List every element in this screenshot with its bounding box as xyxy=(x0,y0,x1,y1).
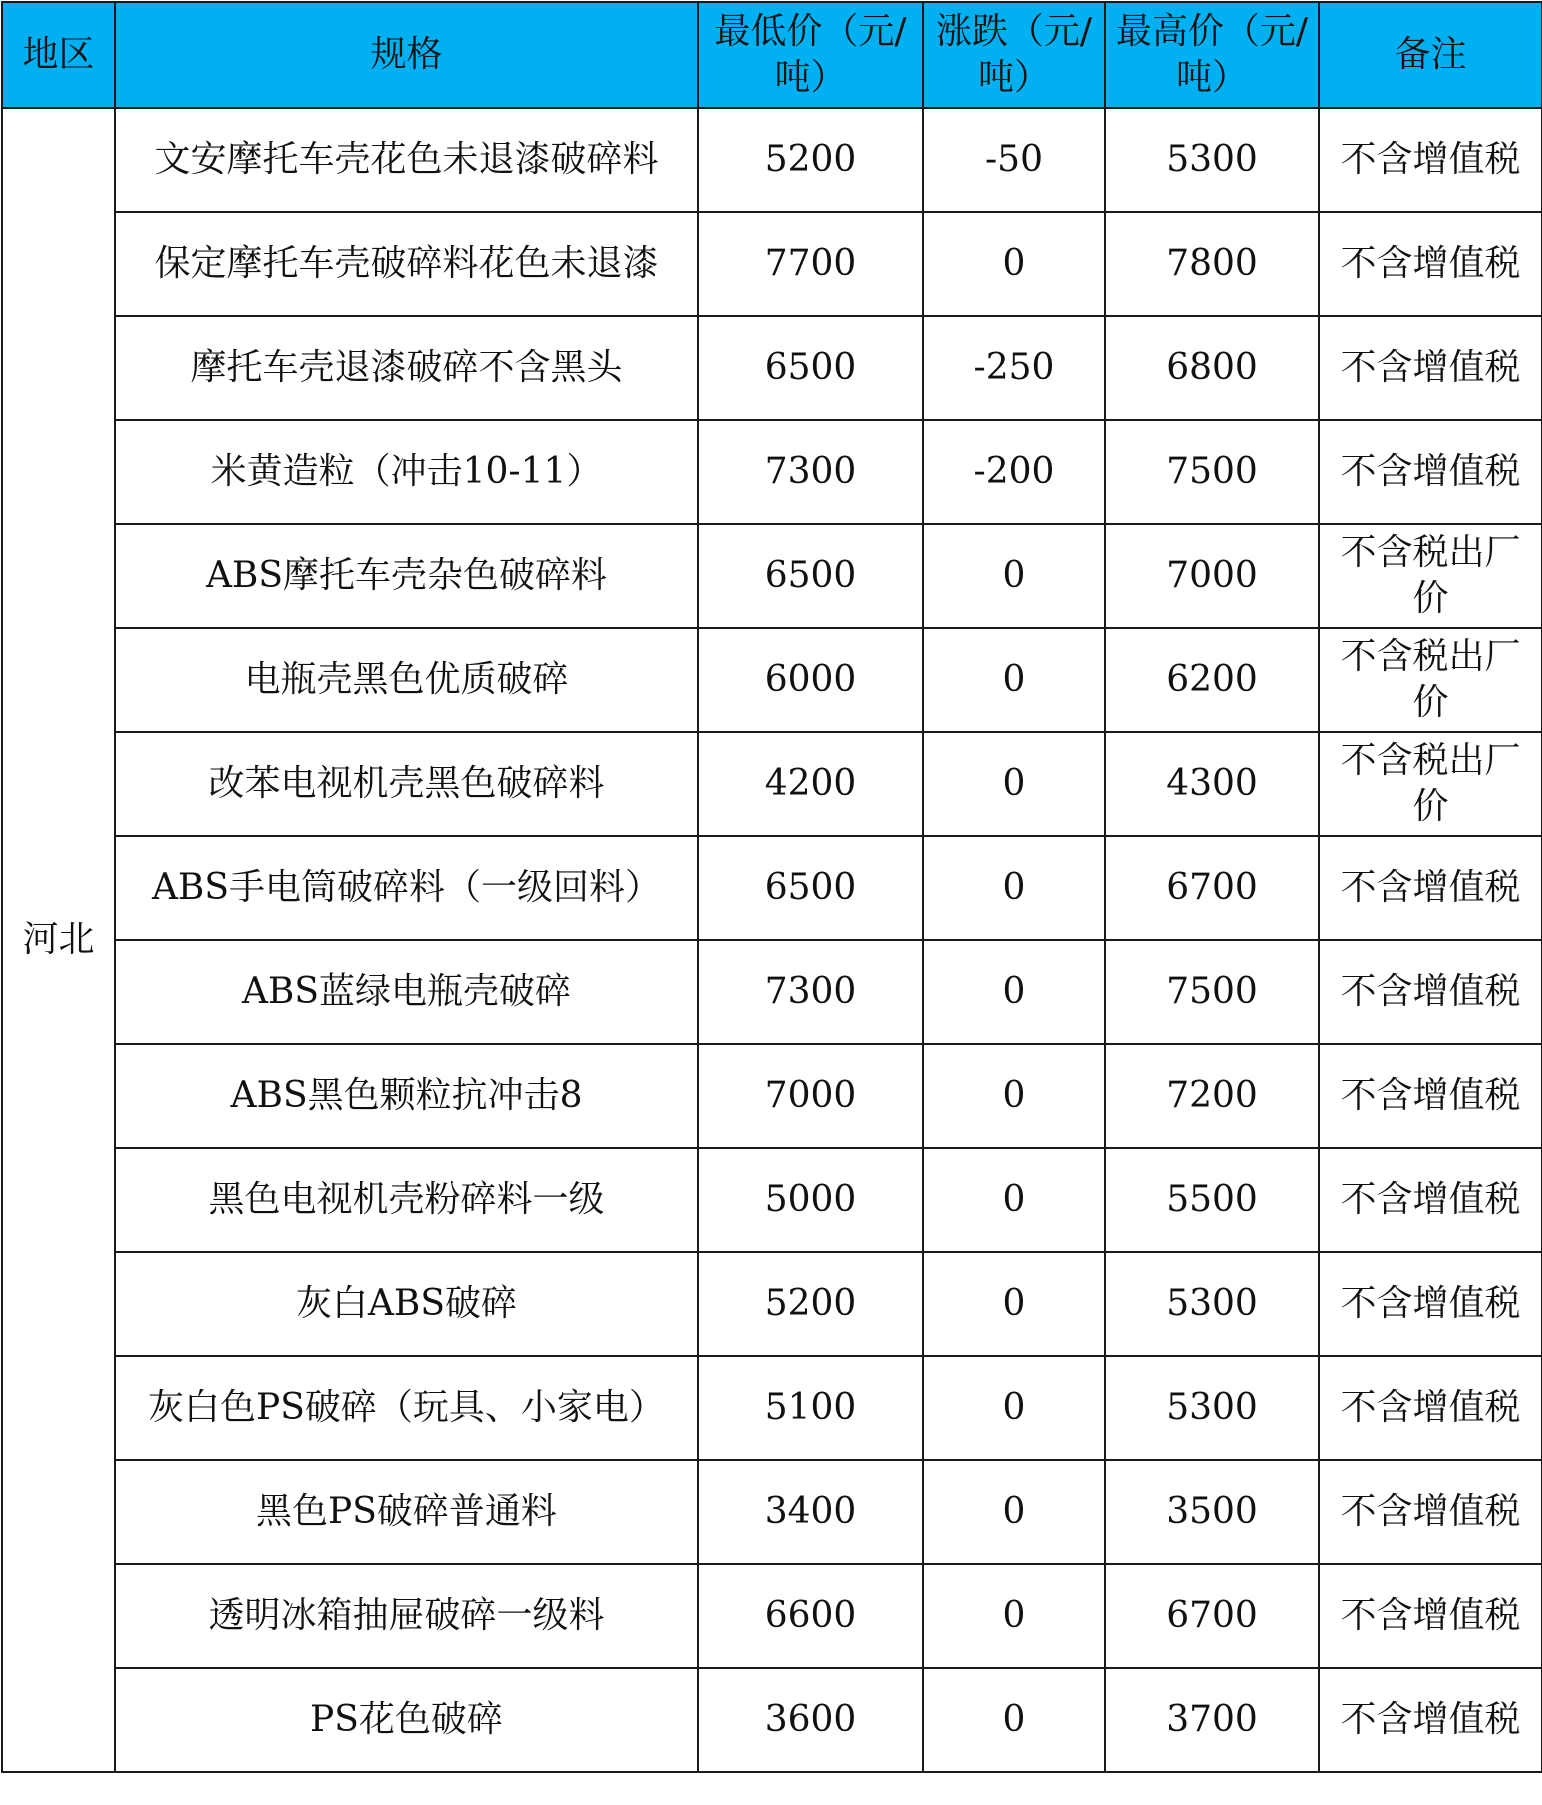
remark-cell: 不含增值税 xyxy=(1319,212,1542,316)
min-price-cell: 5100 xyxy=(698,1356,923,1460)
max-price-cell: 6700 xyxy=(1105,836,1319,940)
min-price-cell: 6500 xyxy=(698,836,923,940)
max-price-cell: 5300 xyxy=(1105,108,1319,212)
spec-cell: 透明冰箱抽屉破碎一级料 xyxy=(115,1564,698,1668)
remark-cell: 不含增值税 xyxy=(1319,1252,1542,1356)
min-price-cell: 3400 xyxy=(698,1460,923,1564)
header-region: 地区 xyxy=(2,2,115,108)
remark-cell: 不含增值税 xyxy=(1319,1668,1542,1772)
spec-cell: 黑色电视机壳粉碎料一级 xyxy=(115,1148,698,1252)
spec-cell: 黑色PS破碎普通料 xyxy=(115,1460,698,1564)
change-cell: 0 xyxy=(923,1044,1105,1148)
spec-cell: 米黄造粒（冲击10-11） xyxy=(115,420,698,524)
min-price-cell: 7000 xyxy=(698,1044,923,1148)
table-body xyxy=(2,108,1542,1772)
table-row xyxy=(2,524,1542,628)
table-row xyxy=(2,108,1542,212)
min-price-cell: 6500 xyxy=(698,524,923,628)
spec-cell: ABS蓝绿电瓶壳破碎 xyxy=(115,940,698,1044)
spec-cell: 灰白ABS破碎 xyxy=(115,1252,698,1356)
max-price-cell: 3700 xyxy=(1105,1668,1319,1772)
remark-cell: 不含增值税 xyxy=(1319,1044,1542,1148)
table-row xyxy=(2,1460,1542,1564)
spec-cell: 灰白色PS破碎（玩具、小家电） xyxy=(115,1356,698,1460)
header-spec: 规格 xyxy=(115,2,698,108)
header-row xyxy=(2,2,1542,108)
remark-cell: 不含税出厂价 xyxy=(1319,524,1542,628)
max-price-cell: 7500 xyxy=(1105,940,1319,1044)
spec-cell: 改苯电视机壳黑色破碎料 xyxy=(115,732,698,836)
header-min-price: 最低价（元/吨） xyxy=(698,2,923,108)
max-price-cell: 7200 xyxy=(1105,1044,1319,1148)
max-price-cell: 6800 xyxy=(1105,316,1319,420)
change-cell: 0 xyxy=(923,1252,1105,1356)
remark-cell: 不含增值税 xyxy=(1319,940,1542,1044)
change-cell: 0 xyxy=(923,1356,1105,1460)
change-cell: 0 xyxy=(923,940,1105,1044)
change-cell: -50 xyxy=(923,108,1105,212)
table-row xyxy=(2,940,1542,1044)
min-price-cell: 4200 xyxy=(698,732,923,836)
remark-cell: 不含增值税 xyxy=(1319,1460,1542,1564)
min-price-cell: 6500 xyxy=(698,316,923,420)
max-price-cell: 4300 xyxy=(1105,732,1319,836)
max-price-cell: 6700 xyxy=(1105,1564,1319,1668)
table-row xyxy=(2,1564,1542,1668)
max-price-cell: 7000 xyxy=(1105,524,1319,628)
change-cell: 0 xyxy=(923,1668,1105,1772)
remark-cell: 不含增值税 xyxy=(1319,1564,1542,1668)
header-change: 涨跌（元/吨） xyxy=(923,2,1105,108)
min-price-cell: 5000 xyxy=(698,1148,923,1252)
remark-cell: 不含税出厂价 xyxy=(1319,628,1542,732)
min-price-cell: 3600 xyxy=(698,1668,923,1772)
table-row xyxy=(2,1252,1542,1356)
table-row xyxy=(2,212,1542,316)
min-price-cell: 7700 xyxy=(698,212,923,316)
table-row xyxy=(2,836,1542,940)
min-price-cell: 6000 xyxy=(698,628,923,732)
spec-cell: 文安摩托车壳花色未退漆破碎料 xyxy=(115,108,698,212)
change-cell: 0 xyxy=(923,524,1105,628)
table-row xyxy=(2,628,1542,732)
change-cell: 0 xyxy=(923,732,1105,836)
change-cell: 0 xyxy=(923,1148,1105,1252)
spec-cell: ABS摩托车壳杂色破碎料 xyxy=(115,524,698,628)
header-max-price: 最高价（元/吨） xyxy=(1105,2,1319,108)
change-cell: 0 xyxy=(923,212,1105,316)
change-cell: -200 xyxy=(923,420,1105,524)
header-remark: 备注 xyxy=(1319,2,1542,108)
max-price-cell: 7500 xyxy=(1105,420,1319,524)
change-cell: 0 xyxy=(923,1460,1105,1564)
remark-cell: 不含增值税 xyxy=(1319,420,1542,524)
remark-cell: 不含增值税 xyxy=(1319,1356,1542,1460)
remark-cell: 不含增值税 xyxy=(1319,836,1542,940)
max-price-cell: 7800 xyxy=(1105,212,1319,316)
table-row xyxy=(2,1356,1542,1460)
remark-cell: 不含增值税 xyxy=(1319,108,1542,212)
remark-cell: 不含增值税 xyxy=(1319,316,1542,420)
max-price-cell: 5500 xyxy=(1105,1148,1319,1252)
change-cell: 0 xyxy=(923,628,1105,732)
min-price-cell: 5200 xyxy=(698,108,923,212)
spec-cell: 电瓶壳黑色优质破碎 xyxy=(115,628,698,732)
table-row xyxy=(2,420,1542,524)
table-row xyxy=(2,316,1542,420)
max-price-cell: 6200 xyxy=(1105,628,1319,732)
spec-cell: ABS手电筒破碎料（一级回料） xyxy=(115,836,698,940)
max-price-cell: 5300 xyxy=(1105,1252,1319,1356)
max-price-cell: 5300 xyxy=(1105,1356,1319,1460)
max-price-cell: 3500 xyxy=(1105,1460,1319,1564)
table-row xyxy=(2,1668,1542,1772)
spec-cell: 摩托车壳退漆破碎不含黑头 xyxy=(115,316,698,420)
table-row xyxy=(2,732,1542,836)
min-price-cell: 6600 xyxy=(698,1564,923,1668)
spec-cell: 保定摩托车壳破碎料花色未退漆 xyxy=(115,212,698,316)
change-cell: 0 xyxy=(923,836,1105,940)
spec-cell: PS花色破碎 xyxy=(115,1668,698,1772)
spec-cell: ABS黑色颗粒抗冲击8 xyxy=(115,1044,698,1148)
min-price-cell: 7300 xyxy=(698,940,923,1044)
min-price-cell: 7300 xyxy=(698,420,923,524)
change-cell: 0 xyxy=(923,1564,1105,1668)
remark-cell: 不含税出厂价 xyxy=(1319,732,1542,836)
price-table xyxy=(1,1,1542,1773)
region-cell: 河北 xyxy=(2,108,115,1772)
min-price-cell: 5200 xyxy=(698,1252,923,1356)
table-row xyxy=(2,1044,1542,1148)
remark-cell: 不含增值税 xyxy=(1319,1148,1542,1252)
table-row xyxy=(2,1148,1542,1252)
change-cell: -250 xyxy=(923,316,1105,420)
